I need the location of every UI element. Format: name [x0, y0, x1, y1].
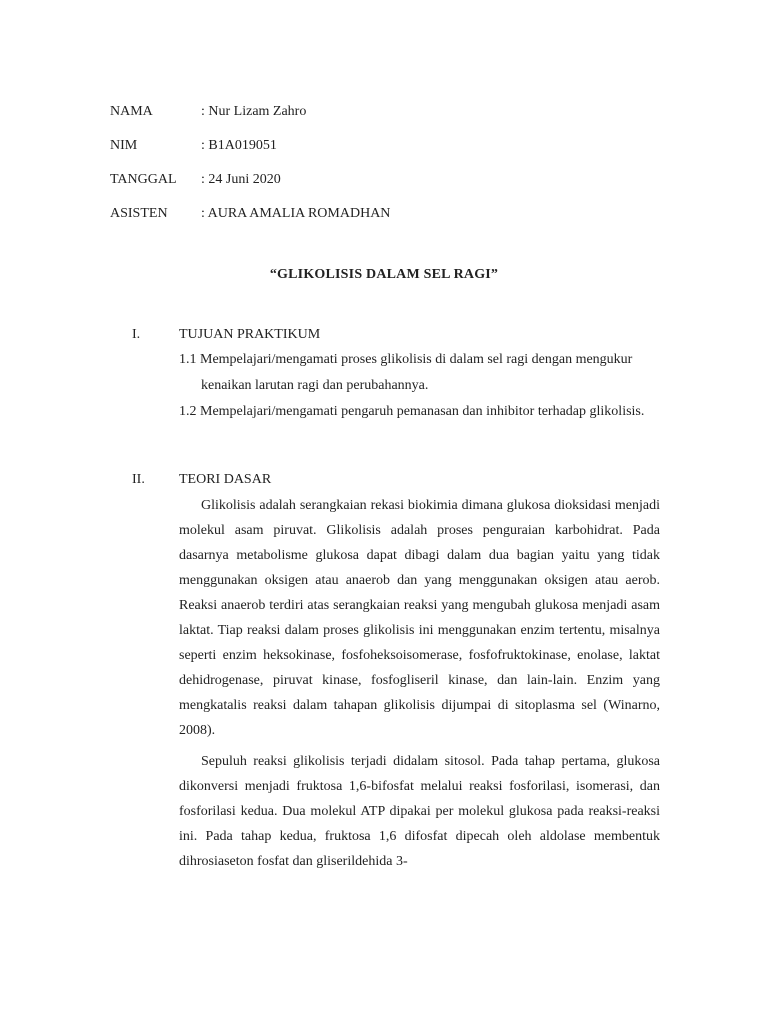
section-theory — [132, 469, 662, 874]
info-label: NIM — [110, 138, 138, 153]
section-number: I. — [132, 327, 141, 342]
document-title: “GLIKOLISIS DALAM SEL RAGI” — [269, 267, 499, 282]
info-label: NAMA — [110, 104, 153, 119]
info-row-name — [110, 101, 670, 135]
student-info — [110, 101, 670, 237]
objective-item: 1.1 Mempelajari/mengamati proses glikolisis di dalam sel ragi dengan mengukur kenaikan larutan ragi dan perubahannya. — [179, 352, 633, 393]
info-row-nim — [110, 135, 670, 169]
info-row-assistant — [110, 203, 670, 237]
section-number: II. — [132, 472, 145, 487]
theory-body — [179, 493, 660, 874]
section-objectives — [132, 324, 662, 425]
section-title: TEORI DASAR — [179, 472, 272, 487]
objectives-list — [179, 347, 660, 425]
info-row-date — [110, 169, 670, 203]
info-value: : AURA AMALIA ROMADHAN — [201, 206, 391, 221]
info-label: TANGGAL — [110, 172, 177, 187]
objective-item: 1.2 Mempelajari/mengamati pengaruh pemanasan dan inhibitor terhadap glikolisis. — [179, 404, 645, 419]
section-title: TUJUAN PRAKTIKUM — [179, 327, 321, 342]
section-heading — [132, 324, 662, 346]
theory-paragraph: Glikolisis adalah serangkaian rekasi biokimia dimana glukosa dioksidasi menjadi molekul asam piruvat. Glikolisis adalah proses penguraian karbohidrat. Pada dasarnya metabolisme glukosa dapat dibagi dalam dua bagian yaitu yang tidak menggunakan oksigen atau anaerob dan yang menggunakan oksigen atau aerob. Reaksi anaerob terdiri atas serangkaian reaksi yang mengubah glukosa menjadi asam laktat. Tiap reaksi dalam proses glikolisis ini menggunakan enzim tertentu, misalnya seperti enzim heksokinase, fosfoheksoisomerase, fosfofruktokinase, enolase, laktat dehidrogenase, piruvat kinase, fosfogliseril kinase, dan lain-lain. Enzim yang mengkatalis reaksi dalam tahapan glikolisis dijumpai di sitoplasma sel (Winarno, 2008). — [179, 498, 660, 738]
info-value: : B1A019051 — [201, 138, 277, 153]
section-heading — [132, 469, 662, 491]
info-value: : Nur Lizam Zahro — [201, 104, 307, 119]
info-label: ASISTEN — [110, 206, 168, 221]
info-value: : 24 Juni 2020 — [201, 172, 281, 187]
theory-paragraph: Sepuluh reaksi glikolisis terjadi didalam sitosol. Pada tahap pertama, glukosa dikonversi menjadi fruktosa 1,6-bifosfat melalui reaksi fosforilasi, isomerasi, dan fosforilasi kedua. Dua molekul ATP dipakai per molekul glukosa pada reaksi-reaksi ini. Pada tahap kedua, fruktosa 1,6 difosfat dipecah oleh aldolase membentuk dihrosiaseton fosfat dan gliserildehida 3- — [179, 754, 660, 869]
